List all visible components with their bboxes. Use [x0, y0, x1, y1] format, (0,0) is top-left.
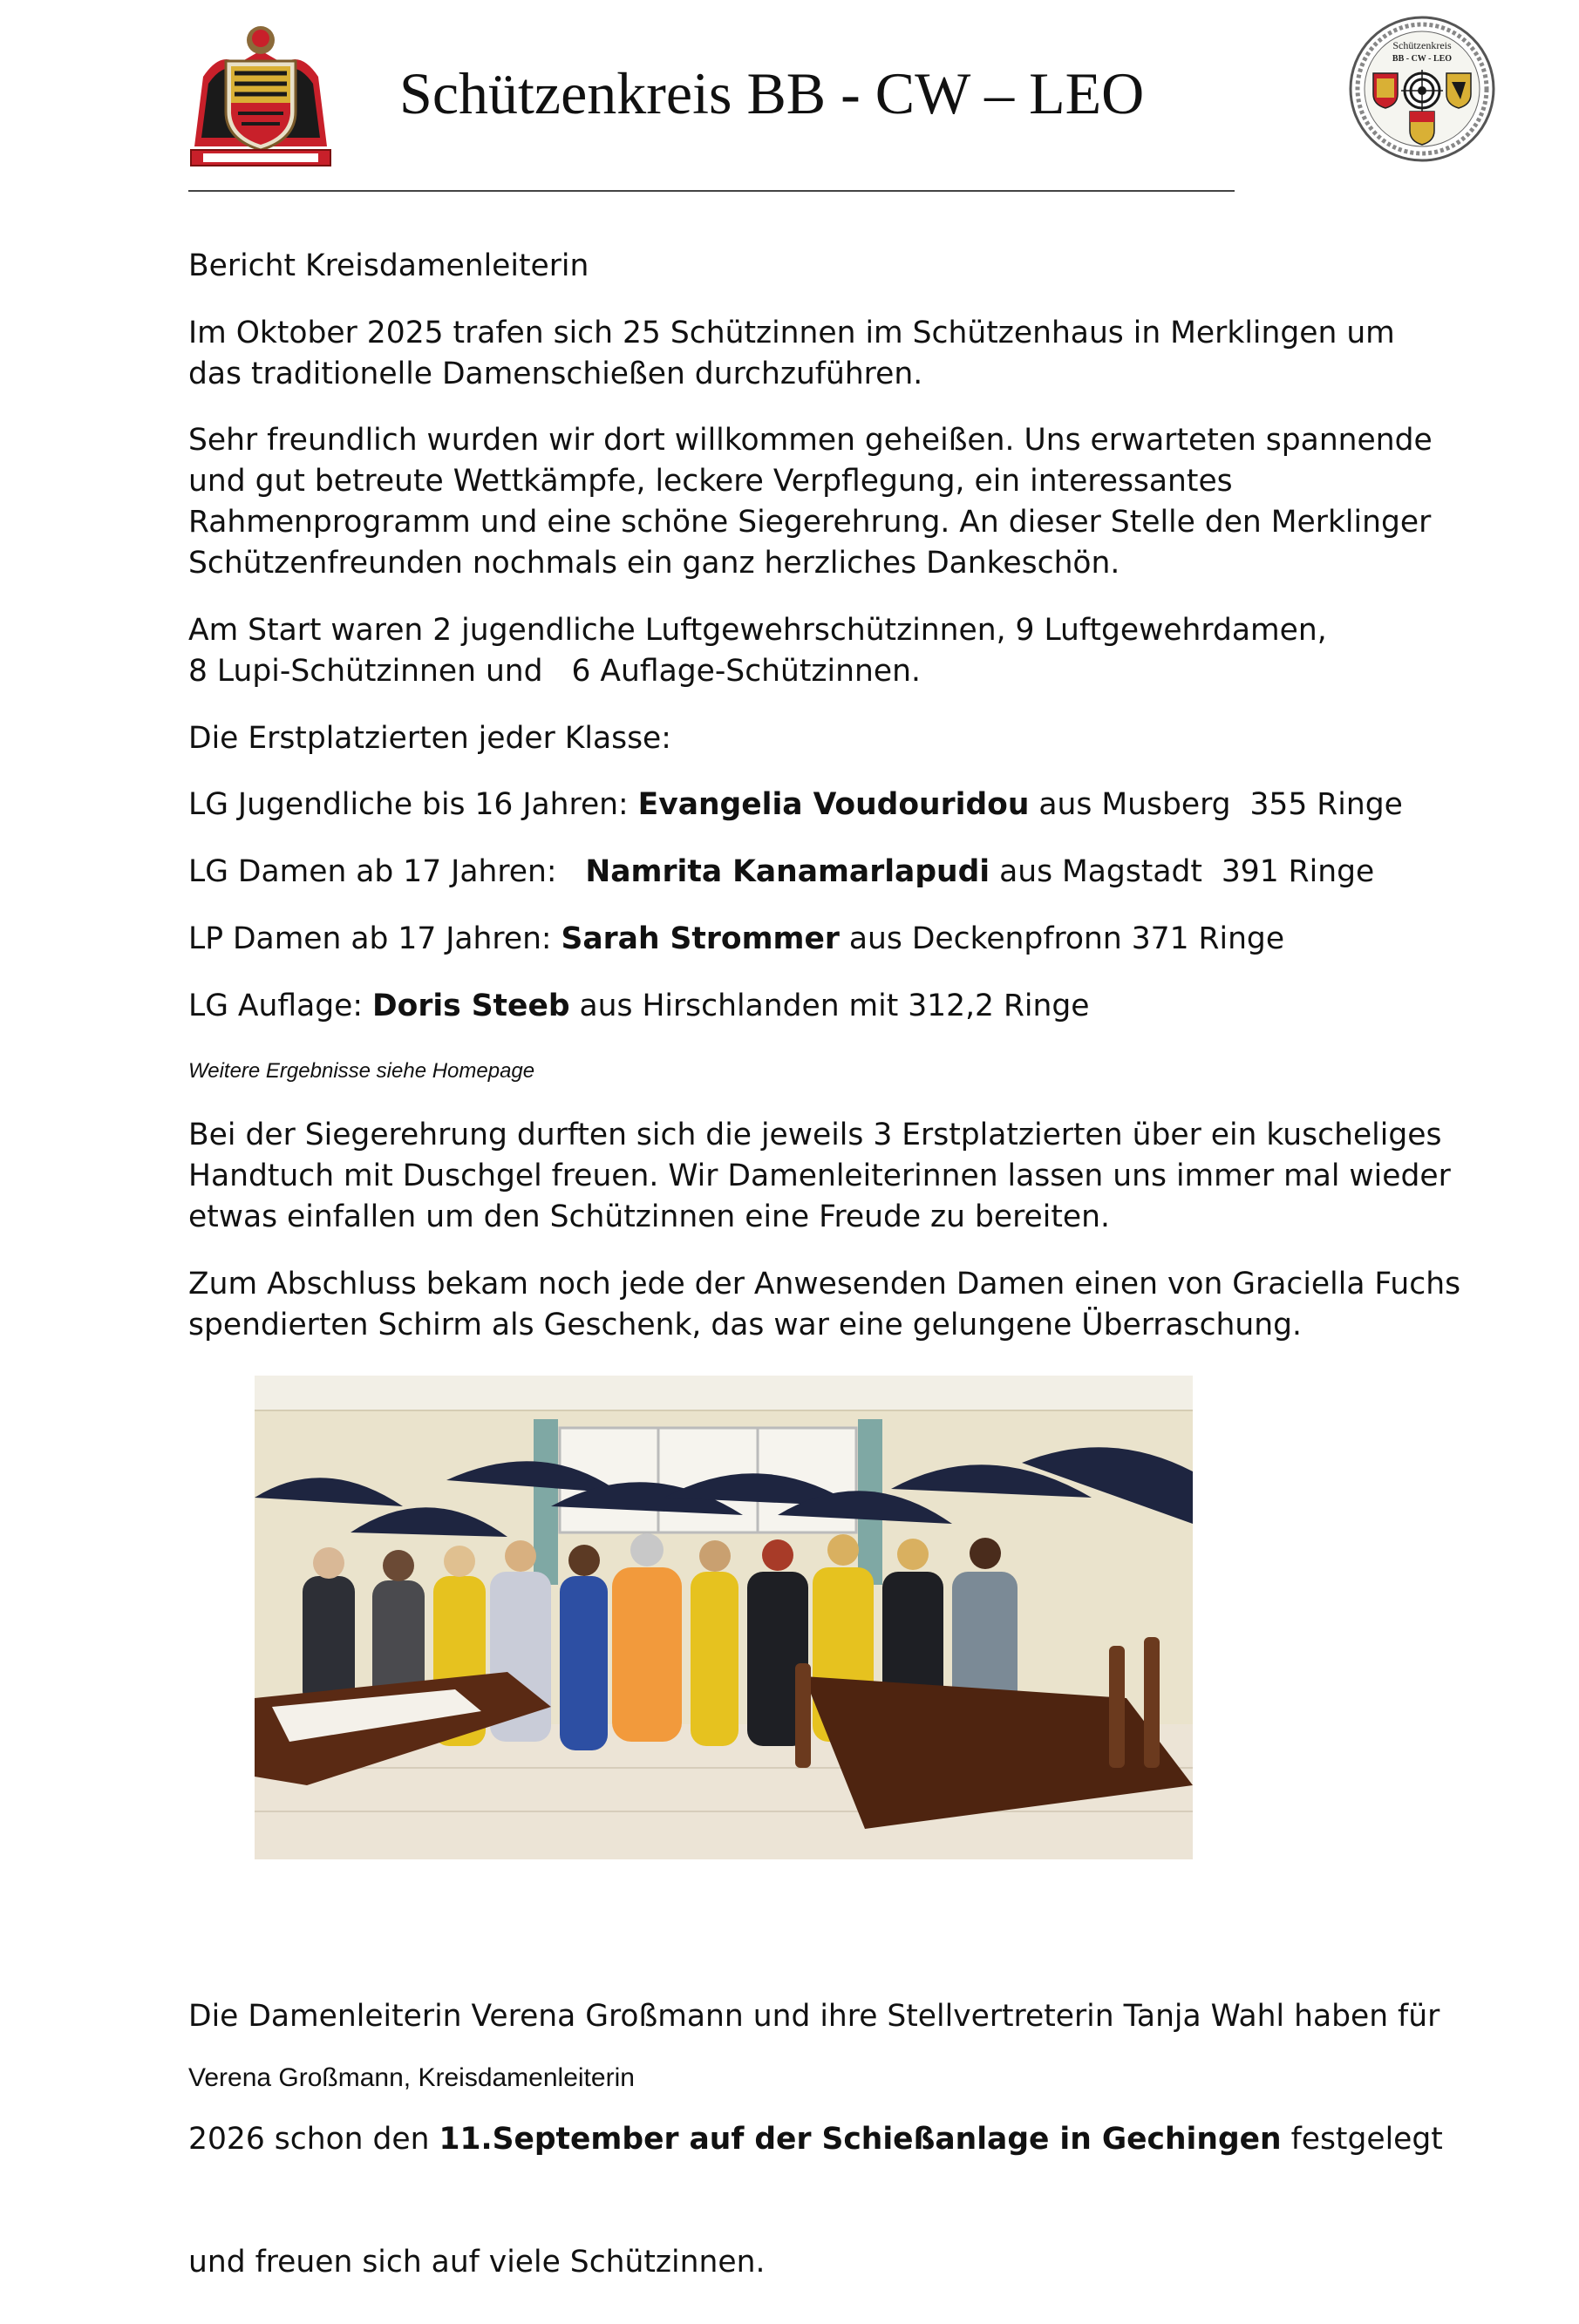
winner-detail: aus Hirschlanden mit 312,2 Ringe — [569, 989, 1090, 1023]
winner-class: LG Damen ab 17 Jahren: — [188, 854, 586, 889]
text-line — [188, 2119, 1444, 2160]
closing-text: 2026 schon den — [188, 2122, 439, 2157]
text-line: Die Damenleiterin Verena Großmann und ihre Stellvertreterin Tanja Wahl haben für — [188, 1999, 1440, 2034]
seal-text-top: Schützenkreis — [1392, 39, 1452, 51]
club-crest-logo — [186, 16, 336, 171]
text-line: und gut betreute Wettkämpfe, leckere Verpflegung, ein interessantes — [188, 464, 1233, 499]
page-title: Schützenkreis BB - CW – LEO — [399, 60, 1145, 126]
winner-detail: aus Magstadt 391 Ringe — [990, 854, 1375, 889]
district-seal-logo — [1347, 14, 1497, 164]
winner-line — [188, 919, 1444, 960]
winner-class: LG Jugendliche bis 16 Jahren: — [188, 787, 638, 822]
winner-class: LG Auflage: — [188, 989, 372, 1023]
paragraph-5 — [188, 1264, 1461, 1346]
closing-paragraph — [188, 1914, 1444, 2324]
winner-name: Doris Steeb — [371, 989, 570, 1023]
winner-line — [188, 986, 1444, 1027]
text-line: spendierten Schirm als Geschenk, das war eine gelungene Überraschung. — [188, 1308, 1303, 1342]
closing-text: festgelegt — [1281, 2122, 1443, 2157]
winner-line — [188, 785, 1444, 826]
text-line: das traditionelle Damenschießen durchzuführen. — [188, 357, 923, 391]
text-line: etwas einfallen um den Schützinnen eine Freude zu bereiten. — [188, 1199, 1110, 1234]
paragraph-1 — [188, 313, 1444, 395]
text-line: Im Oktober 2025 trafen sich 25 Schützinnen im Schützenhaus in Merklingen um — [188, 316, 1395, 350]
text-line: Handtuch mit Duschgel freuen. Wir Damenleiterinnen lassen uns immer mal wieder — [188, 1159, 1451, 1193]
winner-detail: aus Deckenpfronn 371 Ringe — [839, 921, 1285, 956]
paragraph-4 — [188, 1115, 1451, 1238]
header-divider — [188, 190, 1235, 192]
winner-name: Namrita Kanamarlapudi — [585, 854, 990, 889]
paragraph-3 — [188, 610, 1444, 692]
signature: Verena Großmann, Kreisdamenleiterin — [188, 2063, 635, 2092]
text-line: Am Start waren 2 jugendliche Luftgewehrschützinnen, 9 Luftgewehrdamen, — [188, 613, 1327, 648]
text-line: Rahmenprogramm und eine schöne Siegerehrung. An dieser Stelle den Merklinger — [188, 505, 1432, 540]
seal-text-sub: BB - CW - LEO — [1392, 54, 1453, 64]
text-line: Bei der Siegerehrung durften sich die jeweils 3 Erstplatzierten über ein kuscheliges — [188, 1118, 1442, 1152]
group-photo — [255, 1376, 1193, 1859]
text-line: und freuen sich auf viele Schützinnen. — [188, 2245, 766, 2280]
event-date-location: 11.September auf der Schießanlage in Gechingen — [439, 2122, 1282, 2157]
winner-name: Sarah Strommer — [561, 921, 840, 956]
winners-intro: Die Erstplatzierten jeder Klasse: — [188, 721, 671, 756]
text-line: Zum Abschluss bekam noch jede der Anwesenden Damen einen von Graciella Fuchs — [188, 1267, 1461, 1301]
text-line: 8 Lupi-Schützinnen und 6 Auflage-Schützinnen. — [188, 654, 921, 689]
winner-class: LP Damen ab 17 Jahren: — [188, 921, 561, 956]
more-results-note: Weitere Ergebnisse siehe Homepage — [188, 1059, 535, 1083]
winner-name: Evangelia Voudouridou — [637, 787, 1030, 822]
winner-detail: aus Musberg 355 Ringe — [1029, 787, 1403, 822]
winner-line — [188, 852, 1444, 893]
text-line: Sehr freundlich wurden wir dort willkommen geheißen. Uns erwarteten spannende — [188, 423, 1433, 458]
paragraph-2 — [188, 420, 1444, 584]
text-line: Schützenfreunden nochmals ein ganz herzliches Dankeschön. — [188, 546, 1120, 581]
report-heading: Bericht Kreisdamenleiterin — [188, 248, 589, 283]
